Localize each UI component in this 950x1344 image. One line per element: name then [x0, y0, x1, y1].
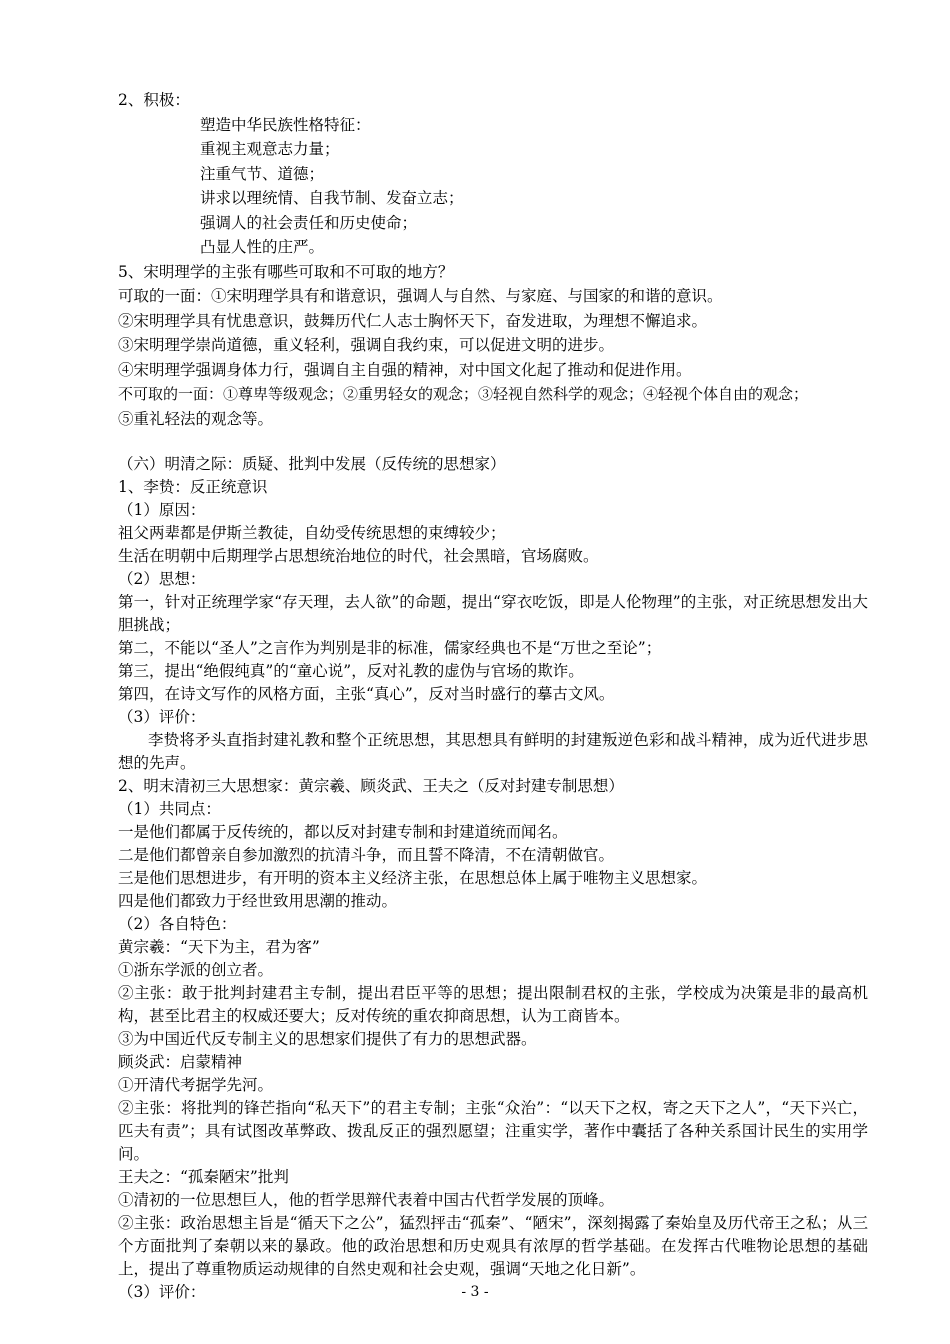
positive-heading: 2、积极：: [118, 91, 190, 109]
common-point: 二是他们都曾亲自参加激烈的抗清斗争，而且誓不降清，不在清朝做官。: [118, 846, 615, 864]
li-zhi-thought-1: 第一，针对正统理学家“存天理，去人欲”的命题，提出“穿衣吃饭，即是人伦物理”的主张，对正统思想发出大胆挑战；: [118, 593, 868, 634]
common-point: 三是他们思想进步，有开明的资本主义经济主张，在思想总体上属于唯物主义思想家。: [118, 869, 708, 887]
common-point: 四是他们都致力于经世致用思潮的推动。: [118, 892, 398, 910]
huang-point-1: ①浙东学派的创立者。: [118, 961, 274, 979]
document-page: [118, 88, 868, 1304]
wang-point-2: ②主张：政治思想主旨是“循天下之公”，猛烈抨击“孤秦”、“陋宋”，深刻揭露了秦始皇及历代帝王之私；从三个方面批判了秦朝以来的暴政。他的政治思想和历史观具有浓厚的哲学基础。在发挥古代唯物论思想的基础上，提出了尊重物质运动规律的自然史观和社会史观，强调“天地之化日新”。: [118, 1214, 868, 1278]
wang-point-1: ①清初的一位思想巨人，他的哲学思辩代表着中国古代哲学发展的顶峰。: [118, 1191, 615, 1209]
features-heading: （2）各自特色：: [118, 915, 237, 933]
li-zhi-eval-heading: （3）评价：: [118, 708, 206, 726]
li-zhi-cause: 祖父两辈都是伊斯兰教徒，自幼受传统思想的束缚较少；: [118, 524, 506, 542]
q5-line: 可取的一面：①宋明理学具有和谐意识，强调人与自然、与家庭、与国家的和谐的意识。: [118, 287, 723, 305]
three-thinkers-heading: 2、明末清初三大思想家：黄宗羲、顾炎武、王夫之（反对封建专制思想）: [118, 777, 624, 795]
section-six-heading: （六）明清之际：质疑、批判中发展（反传统的思想家）: [118, 455, 506, 473]
q5-line: ⑤重礼轻法的观念等。: [118, 409, 274, 428]
positive-item: 塑造中华民族性格特征：: [200, 115, 371, 134]
wang-title: 王夫之：“孤秦陋宋”批判: [118, 1168, 289, 1186]
huang-point-3: ③为中国近代反专制主义的思想家们提供了有力的思想武器。: [118, 1030, 537, 1048]
li-zhi-heading: 1、李贽：反正统意识: [118, 478, 268, 496]
spacer: [118, 431, 868, 453]
li-zhi-cause-heading: （1）原因：: [118, 501, 206, 519]
huang-title: 黄宗羲：“天下为主，君为客”: [118, 938, 320, 956]
positive-item: 凸显人性的庄严。: [200, 238, 325, 256]
gu-point-2: ②主张：将批判的锋芒指向“私天下”的君主专制；主张“众治”：“以天下之权，寄之天下之人”，“天下兴亡，匹夫有责”；具有试图改革弊政、拨乱反正的强烈愿望；注重实学，著作中囊括了各种关系国计民生的实用学问。: [118, 1099, 868, 1163]
li-zhi-thought-4: 第四，在诗文写作的风格方面，主张“真心”，反对当时盛行的摹古文风。: [118, 685, 615, 703]
q5-question: 5、宋明理学的主张有哪些可取和不可取的地方？: [118, 262, 454, 281]
q5-line: 不可取的一面：①尊卑等级观念；②重男轻女的观念；③轻视自然科学的观念；④轻视个体自由的观念；: [118, 385, 809, 403]
positive-item: 讲求以理统情、自我节制、发奋立志；: [200, 189, 464, 207]
huang-point-2: ②主张：敢于批判封建君主专制，提出君臣平等的思想；提出限制君权的主张，学校成为决策是非的最高机构，甚至比君主的权威还要大；反对传统的重农抑商思想，认为工商皆本。: [118, 984, 868, 1025]
gu-point-1: ①开清代考据学先河。: [118, 1076, 274, 1094]
common-point: 一是他们都属于反传统的，都以反对封建专制和封建道统而闻名。: [118, 823, 568, 841]
li-zhi-thought-heading: （2）思想：: [118, 570, 206, 588]
positive-item: 注重气节、道德；: [200, 164, 325, 183]
common-heading: （1）共同点：: [118, 800, 221, 818]
gu-title: 顾炎武：启蒙精神: [118, 1053, 243, 1071]
page-number: - 3 -: [461, 1284, 489, 1300]
positive-item: 重视主观意志力量；: [200, 140, 340, 158]
li-zhi-cause: 生活在明朝中后期理学占思想统治地位的时代，社会黑暗，官场腐败。: [118, 547, 599, 565]
q5-line: ③宋明理学崇尚道德，重义轻利，强调自我约束，可以促进文明的进步。: [118, 336, 615, 354]
q5-line: ④宋明理学强调身体力行，强调自主自强的精神，对中国文化起了推动和促进作用。: [118, 360, 692, 379]
q5-line: ②宋明理学具有忧患意识，鼓舞历代仁人志士胸怀天下，奋发进取，为理想不懈追求。: [118, 311, 708, 330]
li-zhi-thought-3: 第三，提出“绝假纯真”的“童心说”，反对礼教的虚伪与官场的欺诈。: [118, 662, 584, 680]
li-zhi-eval-text: 李贽将矛头直指封建礼教和整个正统思想，其思想具有鲜明的封建叛逆色彩和战斗精神，成为近代进步思想的先声。: [118, 731, 868, 772]
positive-item: 强调人的社会责任和历史使命；: [200, 213, 418, 232]
three-thinkers-eval-heading: （3）评价：: [118, 1283, 206, 1301]
li-zhi-thought-2: 第二，不能以“圣人”之言作为判别是非的标准，儒家经典也不是“万世之至论”；: [118, 639, 662, 657]
